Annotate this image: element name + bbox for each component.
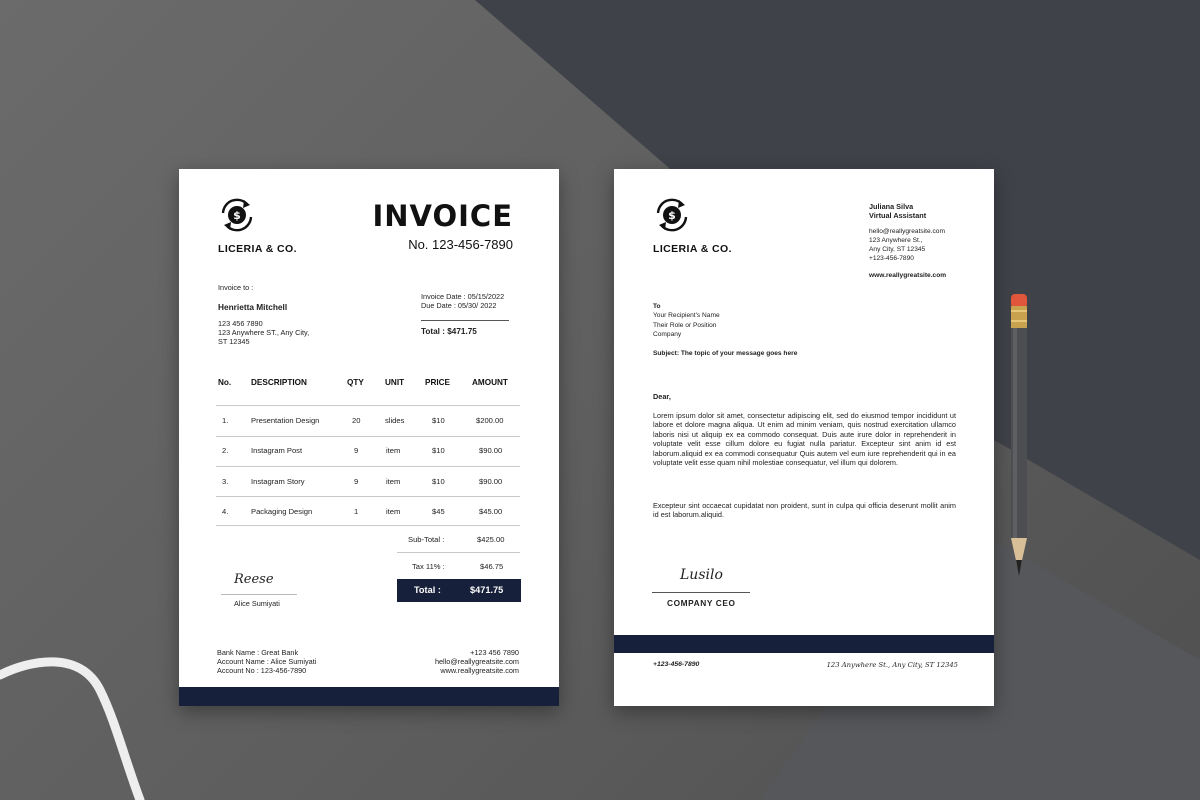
sender-website: www.reallygreatsite.com xyxy=(869,272,947,279)
recipient-company: Company xyxy=(653,331,682,338)
sender-address-line-1: 123 Anywhere St., xyxy=(869,237,923,244)
sender-name: Juliana Silva xyxy=(869,202,914,211)
row-3-amount: $90.00 xyxy=(479,477,503,486)
sender-email: hello@reallygreatsite.com xyxy=(869,228,945,235)
invoice-date: Invoice Date : 05/15/2022 xyxy=(421,292,505,301)
client-address-line-1: 123 Anywhere ST., Any City, xyxy=(218,328,310,337)
total-value: $471.75 xyxy=(470,585,504,595)
invoice-number: No. 123-456-7890 xyxy=(408,237,513,252)
signature-line xyxy=(652,592,750,593)
svg-text:$: $ xyxy=(668,209,676,222)
row-4-description: Packaging Design xyxy=(251,507,313,516)
money-cycle-icon xyxy=(217,197,257,233)
client-address-line-2: ST 12345 xyxy=(218,337,250,346)
recipient-name: Your Recipient's Name xyxy=(653,312,720,319)
row-2-price: $10 xyxy=(432,446,445,455)
row-3-no: 3. xyxy=(222,477,229,486)
footer-address: 123 Anywhere St., Any City, ST 12345 xyxy=(826,661,958,669)
letterhead-page xyxy=(614,169,994,706)
row-4-unit: item xyxy=(386,507,401,516)
total-label: Total : xyxy=(414,585,441,595)
table-header-divider xyxy=(216,405,520,406)
row-divider xyxy=(216,525,520,526)
col-header-price: PRICE xyxy=(425,378,451,387)
svg-text:$: $ xyxy=(233,209,241,222)
row-4-price: $45 xyxy=(432,507,445,516)
invoice-footer-bar xyxy=(179,687,559,706)
row-1-no: 1. xyxy=(222,416,229,425)
account-name: Account Name : Alice Sumiyati xyxy=(217,657,317,666)
subject-line: Subject: The topic of your message goes here xyxy=(653,350,798,357)
row-3-description: Instagram Story xyxy=(251,477,305,486)
subtotal-label: Sub-Total : xyxy=(408,535,445,544)
sender-address-line-2: Any City, ST 12345 xyxy=(869,246,926,253)
col-header-unit: UNIT xyxy=(385,378,405,387)
col-header-qty: QTY xyxy=(347,378,364,387)
row-divider xyxy=(216,466,520,467)
row-2-qty: 9 xyxy=(354,446,359,455)
invoice-title: INVOICE xyxy=(372,199,513,233)
row-2-no: 2. xyxy=(222,446,229,455)
row-3-price: $10 xyxy=(432,477,445,486)
col-header-description: DESCRIPTION xyxy=(251,378,307,387)
account-number: Account No : 123-456-7890 xyxy=(217,666,307,675)
row-1-amount: $200.00 xyxy=(476,416,504,425)
letter-footer-bar xyxy=(614,635,994,653)
contact-phone: +123 456 7890 xyxy=(470,648,519,657)
row-2-unit: item xyxy=(386,446,401,455)
row-3-qty: 9 xyxy=(354,477,359,486)
row-2-amount: $90.00 xyxy=(479,446,503,455)
footer-phone: +123-456-7890 xyxy=(653,661,700,668)
recipient-role: Their Role or Position xyxy=(653,322,717,329)
col-header-no: No. xyxy=(218,378,232,387)
body-paragraph-2: Excepteur sint occaecat cupidatat non proident, sunt in culpa qui officia deserunt mollit anim id est laborum.aliquid. xyxy=(653,501,956,520)
total-box xyxy=(397,579,521,602)
row-4-amount: $45.00 xyxy=(479,507,503,516)
body-paragraph-1: Lorem ipsum dolor sit amet, consectetur adipiscing elit, sed do eiusmod tempor incididunt ut labore et dolore magna aliqua. Ut enim ad minim veniam, quis nostrud exercitation ullamco laboris nisi ut aliquip ex ea commodo consequat. Duis aute irure dolor in reprehenderit in voluptate velit esse cillum dolore eu fugiat nulla pariatur. Excepteur sint anim id est laborum.aliquid ex ea commodi consequatur Quis autem vel eum iure reprehenderit qui in ea voluptate velit esse quam nihil molestiae consequatur, vel illum qui dolorem. xyxy=(653,411,956,468)
subtotal-value: $425.00 xyxy=(477,535,505,544)
contact-website: www.reallygreatsite.com xyxy=(440,666,519,675)
invoice-page xyxy=(179,169,559,706)
row-1-unit: slides xyxy=(385,416,405,425)
contact-email: hello@reallygreatsite.com xyxy=(434,657,519,666)
row-2-description: Instagram Post xyxy=(251,446,303,455)
col-header-amount: AMOUNT xyxy=(472,378,508,387)
row-4-qty: 1 xyxy=(354,507,359,516)
tax-value: $46.75 xyxy=(480,562,504,571)
ribbon-icon xyxy=(0,620,200,800)
row-divider xyxy=(216,436,520,437)
row-1-price: $10 xyxy=(432,416,445,425)
summary-total: Total : $471.75 xyxy=(421,327,477,336)
invoice-company-name: LICERIA & CO. xyxy=(218,243,297,255)
tax-label: Tax 11% : xyxy=(412,562,445,571)
signer-title: COMPANY CEO xyxy=(667,598,736,608)
letter-signature: Lusilo xyxy=(680,567,723,583)
row-1-description: Presentation Design xyxy=(251,416,320,425)
row-1-qty: 20 xyxy=(352,416,361,425)
to-label: To xyxy=(653,303,661,310)
invoice-signature: Reese xyxy=(234,572,274,587)
sender-role: Virtual Assistant xyxy=(869,211,927,220)
signature-line xyxy=(221,594,297,595)
signer-name: Alice Sumiyati xyxy=(234,599,280,608)
money-cycle-icon xyxy=(652,197,692,233)
row-divider xyxy=(216,496,520,497)
subtotal-divider xyxy=(397,552,520,553)
row-4-no: 4. xyxy=(222,507,229,516)
row-3-unit: item xyxy=(386,477,401,486)
salutation: Dear, xyxy=(653,392,671,401)
bank-name: Bank Name : Great Bank xyxy=(217,648,299,657)
client-phone: 123 456 7890 xyxy=(218,319,263,328)
pencil-icon xyxy=(1009,294,1029,584)
letter-company-name: LICERIA & CO. xyxy=(653,243,732,255)
summary-divider xyxy=(421,320,509,321)
invoice-to-label: Invoice to : xyxy=(218,283,254,292)
sender-phone: +123-456-7890 xyxy=(869,255,914,262)
due-date: Due Date : 05/30/ 2022 xyxy=(421,301,497,310)
client-name: Henrietta Mitchell xyxy=(218,302,288,312)
